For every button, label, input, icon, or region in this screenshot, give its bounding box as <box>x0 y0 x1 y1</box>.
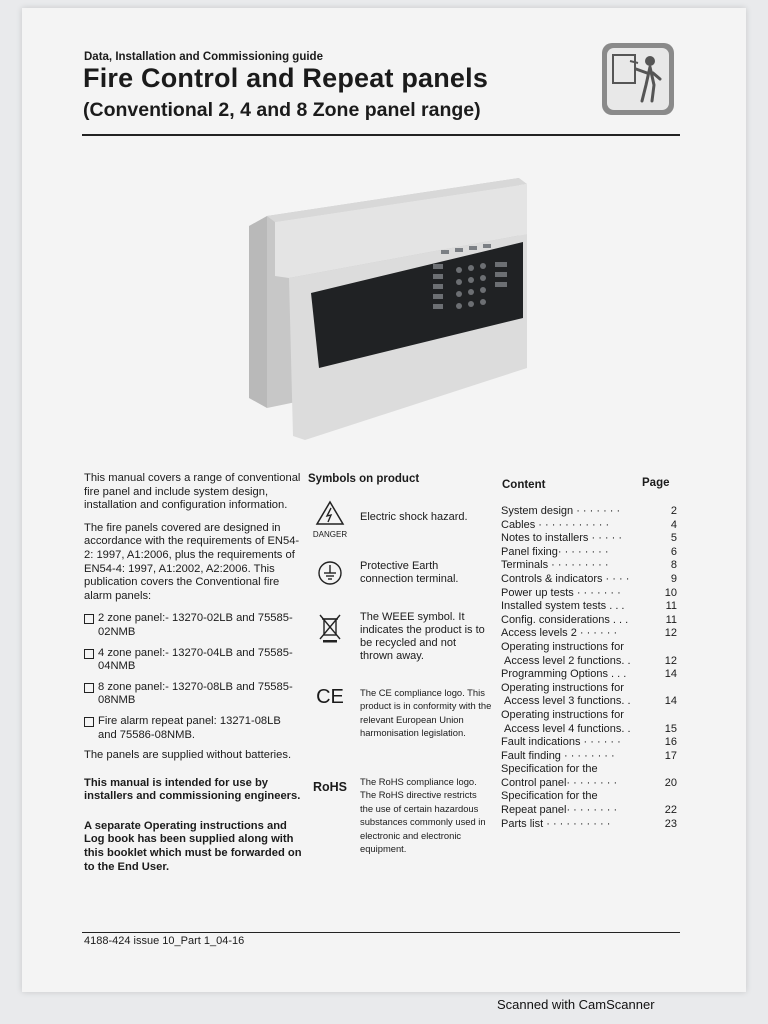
panel-list-item: 4 zone panel:- 13270-04LB and 75585-04NMB <box>84 647 302 674</box>
toc-page-number: 11 <box>665 600 677 613</box>
toc-label: Notes to installers · · · · · <box>501 532 623 545</box>
toc-page-number: 12 <box>664 654 677 667</box>
toc-label: Cables · · · · · · · · · · · <box>501 518 610 531</box>
panel-list-item: 2 zone panel:- 13270-02LB and 75585-02NMB <box>84 612 302 639</box>
toc-row <box>501 614 677 628</box>
toc-row <box>501 532 677 546</box>
page-title: Fire Control and Repeat panels <box>83 63 489 93</box>
contents-page-heading: Page <box>642 477 670 489</box>
header-rule <box>82 134 680 136</box>
symbol-description: The WEEE symbol. It indicates the product is to be recycled and not thrown away. <box>360 611 485 662</box>
toc-label: Control panel· · · · · · · · <box>501 776 618 789</box>
footer-rule <box>82 932 680 933</box>
toc-label: Operating instructions for <box>501 640 624 653</box>
intro-column <box>84 472 302 883</box>
toc-row <box>501 682 677 696</box>
fire-panel-image <box>227 158 547 448</box>
toc-label: Access levels 2 · · · · · · <box>501 627 618 640</box>
toc-label: Operating instructions for <box>501 708 624 721</box>
symbol-description: The RoHS compliance logo. The RoHS directive restricts the use of certain hazardous substances commonly used in electronic and electronic equipment. <box>360 776 486 855</box>
toc-row <box>501 505 677 519</box>
toc-page-number: 11 <box>665 613 677 626</box>
earth-terminal-icon <box>310 560 350 591</box>
checkbox-icon <box>84 649 94 659</box>
toc-row <box>501 668 677 682</box>
toc-label: Access level 2 functions. . <box>504 654 631 667</box>
toc-label: Power up tests · · · · · · · <box>501 586 621 599</box>
ce-mark-icon: CE <box>316 686 344 708</box>
weee-bin-icon <box>310 613 350 648</box>
toc-row <box>501 750 677 764</box>
intro-notice: This manual is intended for use by installers and commissioning engineers. <box>84 776 301 803</box>
toc-label: Installed system tests . . . <box>501 600 625 613</box>
toc-label: System design · · · · · · · <box>501 505 621 517</box>
toc-label: Terminals · · · · · · · · · <box>501 559 609 572</box>
toc-page-number: 20 <box>664 776 677 789</box>
toc-label: Repeat panel· · · · · · · · <box>501 804 618 817</box>
issue-footer: 4188-424 issue 10_Part 1_04-16 <box>84 935 245 947</box>
toc-label: Programming Options . . . <box>501 668 627 681</box>
toc-row <box>501 695 677 709</box>
toc-label: Fault indications · · · · · · <box>501 736 621 749</box>
toc-label: Specification for the <box>501 790 598 803</box>
toc-label: Controls & indicators · · · · <box>501 572 630 585</box>
contents-heading: Content <box>502 479 546 491</box>
toc-page-number: 22 <box>664 804 677 817</box>
toc-row <box>501 600 677 614</box>
toc-label: Panel fixing· · · · · · · · <box>501 545 609 558</box>
document-page <box>22 8 746 992</box>
panel-list-item: 8 zone panel:- 13270-08LB and 75585-08NMB <box>84 681 302 708</box>
toc-page-number: 16 <box>664 736 677 749</box>
toc-label: Parts list · · · · · · · · · · <box>501 817 611 830</box>
guide-label: Data, Installation and Commissioning guide <box>84 51 323 63</box>
toc-row <box>501 790 677 804</box>
toc-row <box>501 559 677 573</box>
toc-page-number: 12 <box>664 627 677 640</box>
page-subtitle: (Conventional 2, 4 and 8 Zone panel range) <box>83 99 481 121</box>
installer-logo-icon <box>600 41 676 117</box>
checkbox-icon <box>84 717 94 727</box>
toc-page-number: 2 <box>670 505 677 517</box>
toc-page-number: 15 <box>664 722 677 735</box>
toc-label: Config. considerations . . . <box>501 613 629 626</box>
toc-row <box>501 627 677 641</box>
toc-page-number: 8 <box>670 559 677 572</box>
toc-label: Operating instructions for <box>501 681 624 694</box>
toc-page-number: 17 <box>664 749 677 762</box>
toc-row <box>501 573 677 587</box>
toc-row <box>501 587 677 601</box>
symbol-description: The CE compliance logo. This product is in conformity with the relevant European Union harmonisation legislation. <box>360 687 492 739</box>
symbol-description: Protective Earth connection terminal. <box>360 560 459 585</box>
danger-label: DANGER <box>312 530 348 539</box>
toc-row <box>501 655 677 669</box>
toc-row <box>501 519 677 533</box>
toc-label: Fault finding · · · · · · · · <box>501 749 615 762</box>
toc-row <box>501 709 677 723</box>
table-of-contents <box>501 505 677 831</box>
toc-row <box>501 763 677 777</box>
toc-row <box>501 818 677 832</box>
toc-page-number: 9 <box>670 572 677 585</box>
checkbox-icon <box>84 683 94 693</box>
toc-page-number: 6 <box>670 545 677 558</box>
toc-row <box>501 546 677 560</box>
toc-page-number: 4 <box>670 518 677 531</box>
checkbox-icon <box>84 614 94 624</box>
toc-page-number: 10 <box>664 586 677 599</box>
toc-page-number: 5 <box>670 532 677 545</box>
toc-label: Access level 4 functions. . <box>504 722 631 735</box>
toc-row <box>501 804 677 818</box>
toc-row <box>501 736 677 750</box>
danger-icon <box>310 500 350 539</box>
symbols-heading: Symbols on product <box>308 473 420 485</box>
intro-paragraph: This manual covers a range of conventional fire panel and include system design, installation and configuration information. <box>84 472 301 512</box>
toc-page-number: 14 <box>664 695 677 708</box>
intro-paragraph: The fire panels covered are designed in accordance with the requirements of EN54-2: 1997, A1:2006, plus the requirements of EN54-4: 1997, A1:2002, A2:2006. This publication covers the Conventional fire alarm panels: <box>84 521 300 602</box>
toc-label: Access level 3 functions. . <box>504 695 631 708</box>
toc-page-number: 23 <box>664 817 677 830</box>
toc-row <box>501 723 677 737</box>
toc-row <box>501 641 677 655</box>
intro-paragraph: The panels are supplied without batteries. <box>84 749 292 762</box>
panel-list-item: Fire alarm repeat panel: 13271-08LB and 75586-08NMB. <box>84 715 302 742</box>
toc-label: Specification for the <box>501 763 598 776</box>
rohs-mark-icon: RoHS <box>312 780 348 794</box>
symbol-description: Electric shock hazard. <box>360 511 468 523</box>
toc-page-number: 14 <box>664 668 677 681</box>
toc-row <box>501 777 677 791</box>
intro-notice: A separate Operating instructions and Log book has been supplied along with this booklet which must be forwarded on to the End User. <box>84 819 302 873</box>
scanner-watermark: Scanned with CamScanner <box>497 997 655 1012</box>
